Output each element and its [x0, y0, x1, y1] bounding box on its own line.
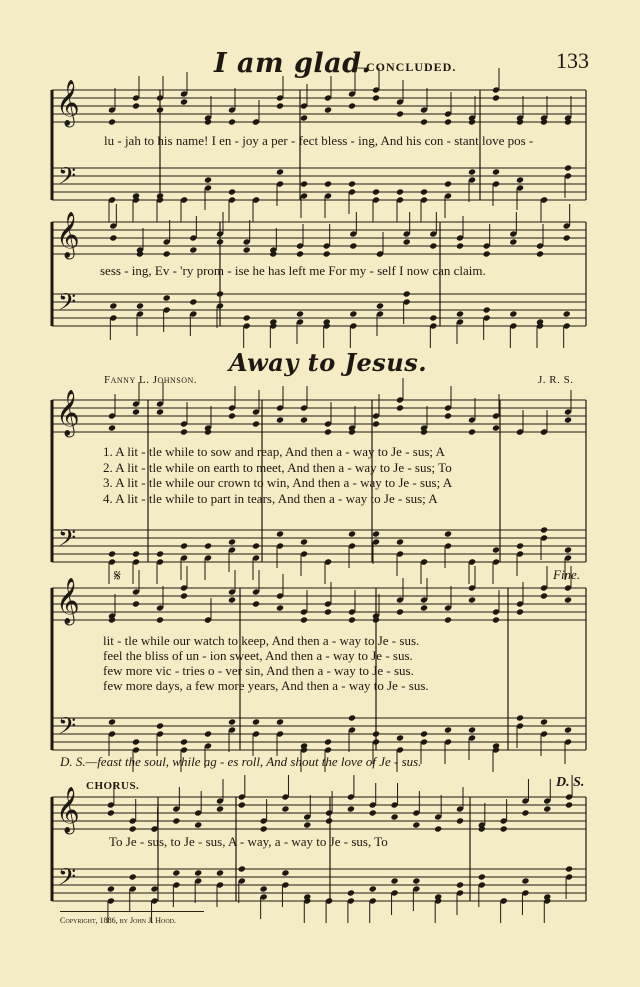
note-head — [564, 596, 572, 603]
note-head — [180, 542, 188, 549]
note-head — [109, 234, 117, 241]
bass-clef-icon: 𝄢 — [58, 712, 77, 745]
ds-lyric-line: D. S.—feast the soul, while ag - es roll, And shout the love of Je - sus. — [60, 754, 422, 769]
note-head — [296, 310, 304, 317]
note-head — [163, 294, 171, 301]
bass-clef-icon: 𝄢 — [58, 863, 77, 896]
note-head — [403, 290, 411, 297]
note-head — [429, 242, 437, 249]
note-head — [281, 805, 289, 812]
note-head — [444, 726, 452, 733]
note-head — [420, 604, 428, 611]
note-head — [396, 538, 404, 545]
note-head — [347, 805, 355, 812]
note-head — [516, 608, 524, 615]
note-head — [156, 550, 164, 557]
note-head — [324, 428, 332, 435]
note-head — [516, 176, 524, 183]
note-head — [107, 809, 115, 816]
note-head — [564, 546, 572, 553]
note-head — [369, 809, 377, 816]
note-head — [132, 102, 140, 109]
note-head — [372, 420, 380, 427]
note-head — [243, 314, 251, 321]
note-head — [300, 538, 308, 545]
note-head — [228, 118, 236, 125]
song1-lyrics-row2: sess - ing, Ev - 'ry prom - ise he has left me For my - self I now can claim. — [100, 263, 486, 278]
note-head — [478, 873, 486, 880]
note-head — [204, 176, 212, 183]
note-head — [276, 168, 284, 175]
note-head — [276, 718, 284, 725]
bass-clef-icon: 𝄢 — [58, 288, 77, 321]
note-head — [540, 718, 548, 725]
note-head — [429, 314, 437, 321]
note-head — [564, 164, 572, 171]
note-head — [216, 238, 224, 245]
note-head — [324, 106, 332, 113]
note-head — [216, 805, 224, 812]
note-head — [300, 114, 308, 121]
chorus-label: CHORUS. — [86, 780, 140, 792]
note-head — [228, 188, 236, 195]
verses-row1 — [103, 444, 452, 506]
note-head — [276, 604, 284, 611]
note-head — [204, 542, 212, 549]
staff-system-1 — [0, 80, 640, 220]
song-title: Away to Jesus. — [229, 348, 428, 377]
note-head — [403, 238, 411, 245]
note-head — [348, 102, 356, 109]
note-head — [390, 813, 398, 820]
note-head — [521, 809, 529, 816]
note-head — [180, 592, 188, 599]
note-head — [396, 404, 404, 411]
note-head — [163, 250, 171, 257]
note-head — [324, 180, 332, 187]
note-head — [516, 714, 524, 721]
note-head — [276, 416, 284, 423]
note-head — [348, 530, 356, 537]
note-head — [156, 408, 164, 415]
note-head — [492, 168, 500, 175]
note-head — [228, 538, 236, 545]
note-head — [372, 730, 380, 737]
note-head — [156, 722, 164, 729]
note-head — [228, 718, 236, 725]
verse-line: feel the bliss of un - ion sweet, And then a - way to Je - sus. — [103, 648, 413, 663]
note-head — [303, 821, 311, 828]
note-head — [228, 596, 236, 603]
note-head — [252, 420, 260, 427]
note-head — [108, 424, 116, 431]
note-head — [108, 118, 116, 125]
verse-line: few more vic - tries o - ver sin, And then a - way to Je - sus. — [103, 663, 414, 678]
author-credit: Fanny L. Johnson. — [104, 374, 198, 386]
note-head — [396, 734, 404, 741]
note-head — [324, 608, 332, 615]
page-title: I am glad. — [214, 48, 372, 79]
note-head — [456, 817, 464, 824]
note-head — [483, 306, 491, 313]
note-head — [444, 180, 452, 187]
note-head — [348, 616, 356, 623]
chorus-lyrics: To Je - sus, to Je - sus, A - way, a - way to Je - sus, To — [109, 834, 388, 849]
note-head — [300, 180, 308, 187]
note-head — [420, 118, 428, 125]
note-head — [325, 817, 333, 824]
note-head — [565, 801, 573, 808]
note-head — [324, 738, 332, 745]
note-head — [372, 530, 380, 537]
note-head — [136, 302, 144, 309]
verse-line: 2. A lit - tle while on earth to meet, And then a - way to Je - sus; To — [103, 459, 452, 475]
note-head — [194, 821, 202, 828]
verse-line: 1. A lit - tle while to sow and reap, And then a - way to Je - sus; A — [103, 444, 445, 459]
staff-system-2 — [0, 210, 640, 350]
note-head — [216, 869, 224, 876]
note-head — [260, 885, 268, 892]
note-head — [468, 428, 476, 435]
note-head — [372, 188, 380, 195]
note-head — [563, 234, 571, 241]
note-head — [540, 592, 548, 599]
note-head — [444, 530, 452, 537]
note-head — [412, 821, 420, 828]
note-head — [132, 738, 140, 745]
note-head — [444, 118, 452, 125]
copyright-rule — [60, 911, 204, 912]
note-head — [396, 188, 404, 195]
page-number: 133 — [556, 48, 589, 73]
page-subtitle: —CONCLUDED. — [353, 60, 457, 74]
bass-clef-icon: 𝄢 — [58, 524, 77, 557]
note-head — [396, 110, 404, 117]
note-head — [420, 188, 428, 195]
note-head — [243, 246, 251, 253]
note-head — [252, 542, 260, 549]
treble-clef-icon: 𝄞 — [56, 212, 80, 258]
note-head — [300, 416, 308, 423]
note-head — [372, 94, 380, 101]
note-head — [540, 526, 548, 533]
note-head — [189, 246, 197, 253]
verses-row2 — [103, 633, 429, 693]
note-head — [500, 825, 508, 832]
note-head — [189, 298, 197, 305]
note-head — [348, 714, 356, 721]
copyright-note: Copyright, 1886, by John J. Hood. — [60, 916, 177, 925]
segno-mark: 𝄋 — [114, 566, 121, 585]
note-head — [521, 877, 529, 884]
note-head — [216, 290, 224, 297]
note-head — [300, 616, 308, 623]
ds-mark: D. S. — [556, 775, 585, 790]
note-head — [156, 106, 164, 113]
note-head — [132, 408, 140, 415]
note-head — [412, 877, 420, 884]
note-head — [376, 302, 384, 309]
note-head — [492, 546, 500, 553]
note-head — [349, 242, 357, 249]
note-head — [516, 542, 524, 549]
note-head — [509, 310, 517, 317]
note-head — [492, 94, 500, 101]
song1-lyrics-row1: lu - jah to his name! I en - joy a per - fect bless - ing, And his con - stant love pos - — [104, 133, 534, 148]
treble-clef-icon: 𝄞 — [56, 787, 80, 833]
note-head — [228, 412, 236, 419]
note-head — [390, 877, 398, 884]
bass-clef-icon: 𝄢 — [58, 162, 77, 195]
verse-line: 4. A lit - tle while to part in tears, And then a - way to Je - sus; A — [103, 490, 438, 506]
note-head — [132, 550, 140, 557]
note-head — [492, 616, 500, 623]
note-head — [172, 817, 180, 824]
note-head — [563, 310, 571, 317]
note-head — [468, 726, 476, 733]
note-head — [180, 738, 188, 745]
note-head — [536, 250, 544, 257]
note-head — [260, 825, 268, 832]
fine-mark: Fine. — [553, 567, 581, 582]
note-head — [444, 412, 452, 419]
note-head — [420, 730, 428, 737]
note-head — [492, 424, 500, 431]
note-head — [456, 310, 464, 317]
note-head — [276, 102, 284, 109]
composer-credit: J. R. S. — [538, 374, 574, 386]
note-head — [132, 600, 140, 607]
note-head — [108, 718, 116, 725]
staff-system-5 — [0, 785, 640, 925]
note-head — [444, 616, 452, 623]
note-head — [468, 596, 476, 603]
note-head — [109, 302, 117, 309]
note-head — [108, 550, 116, 557]
note-head — [156, 616, 164, 623]
verse-line: few more days, a few more years, And then a - way to Je - sus. — [103, 678, 429, 693]
note-head — [252, 600, 260, 607]
note-head — [107, 885, 115, 892]
note-head — [396, 608, 404, 615]
note-head — [509, 238, 517, 245]
note-head — [456, 242, 464, 249]
note-head — [543, 805, 551, 812]
note-head — [180, 428, 188, 435]
verse-line: 3. A lit - tle while our crown to win, And then a - way to Je - sus; A — [103, 475, 453, 490]
note-head — [483, 250, 491, 257]
note-head — [204, 730, 212, 737]
treble-clef-icon: 𝄞 — [56, 390, 80, 436]
note-head — [565, 865, 573, 872]
note-head — [180, 98, 188, 105]
note-head — [252, 718, 260, 725]
treble-clef-icon: 𝄞 — [56, 80, 80, 126]
note-head — [456, 881, 464, 888]
note-head — [129, 825, 137, 832]
note-head — [347, 889, 355, 896]
note-head — [369, 885, 377, 892]
note-head — [238, 865, 246, 872]
note-head — [238, 801, 246, 808]
note-head — [468, 168, 476, 175]
note-head — [564, 726, 572, 733]
note-head — [172, 869, 180, 876]
note-head — [194, 869, 202, 876]
note-head — [281, 869, 289, 876]
note-head — [348, 180, 356, 187]
note-head — [349, 310, 357, 317]
treble-clef-icon: 𝄞 — [56, 578, 80, 624]
note-head — [276, 530, 284, 537]
note-head — [564, 416, 572, 423]
note-head — [323, 250, 331, 257]
note-head — [129, 873, 137, 880]
verse-line: lit - tle while our watch to keep, And then a - way to Je - sus. — [103, 633, 420, 648]
note-head — [296, 250, 304, 257]
note-head — [434, 825, 442, 832]
